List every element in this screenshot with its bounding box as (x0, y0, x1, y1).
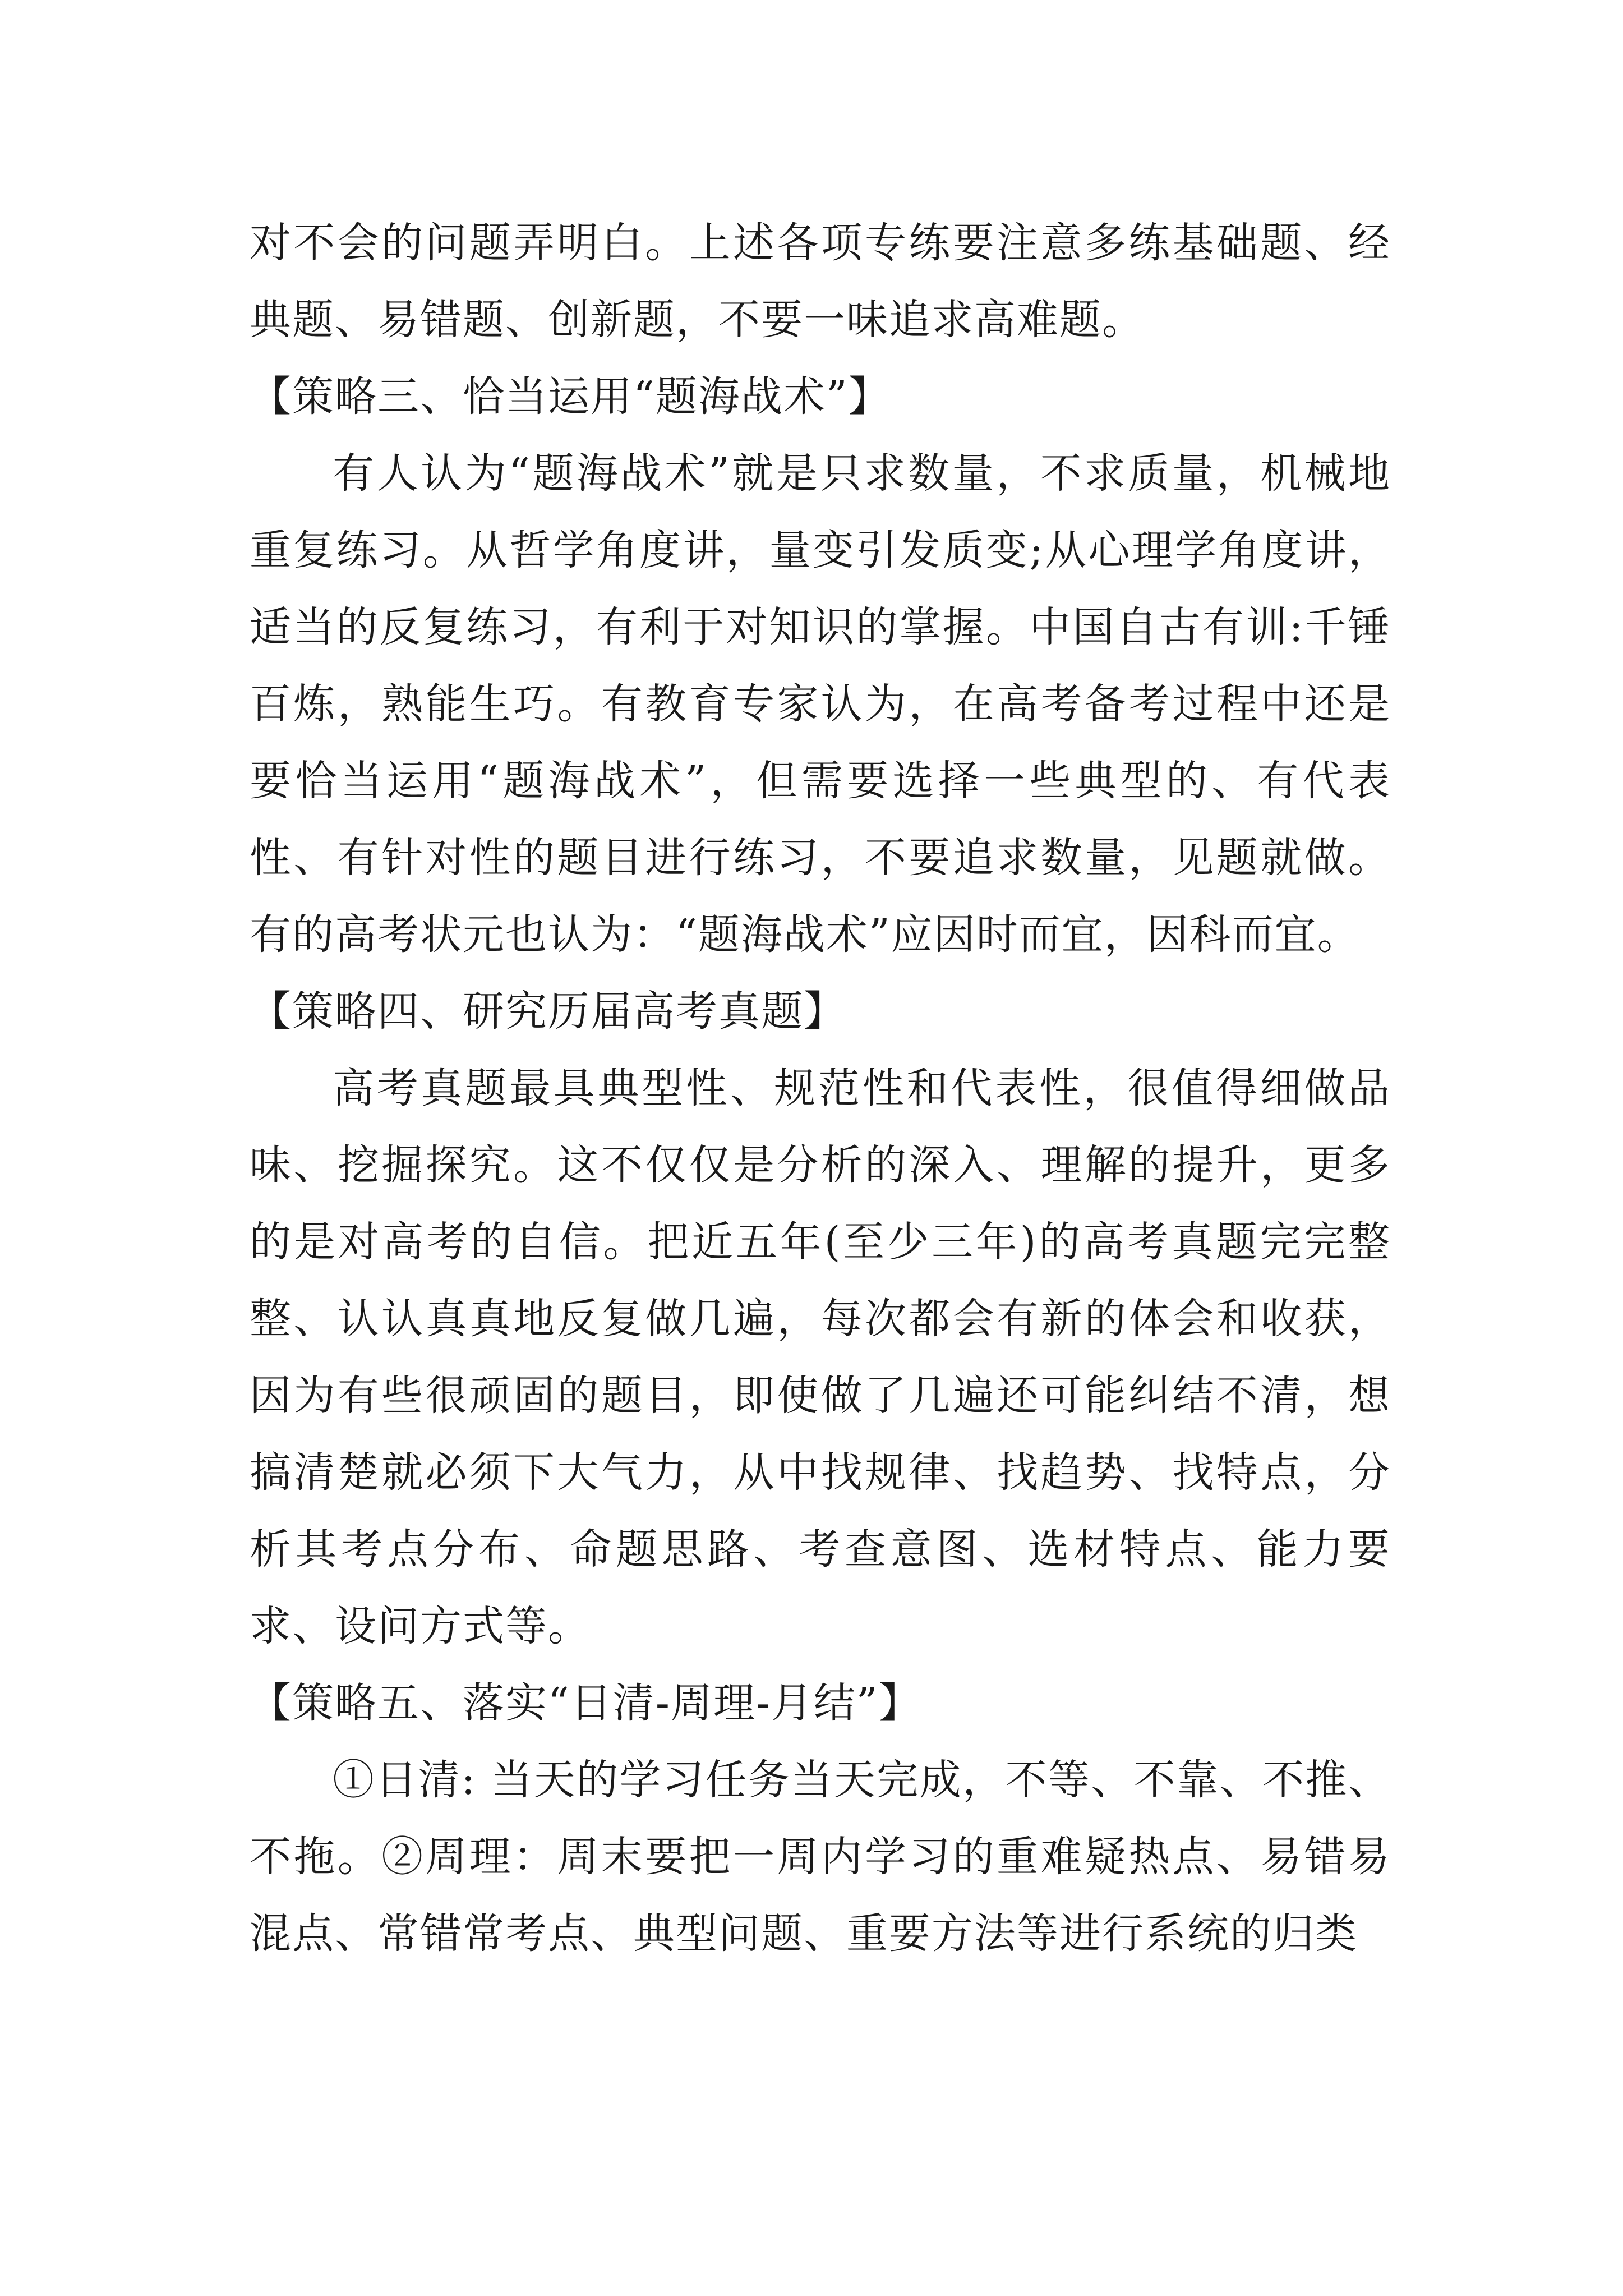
paragraph-strategy-4: 高考真题最具典型性、规范性和代表性，很值得细做品味、挖掘探究。这不仅仅是分析的深入、理解的提升，更多的是对高考的自信。把近五年(至少三年)的高考真题完完整整、认认真真地反复做几遍，每次都会有新的体会和收获，因为有些很顽固的题目，即使做了几遍还可能纠结不清，想搞清楚就必须下大气力，从中找规律、找趋势、找特点，分析其考点分布、命题思路、考查意图、选材特点、能力要求、设问方式等。 (250, 1064, 1391, 1650)
paragraph-continued: 对不会的问题弄明白。上述各项专练要注意多练基础题、经典题、易错题、创新题，不要一味追求高难题。 (250, 219, 1391, 344)
body-text (250, 205, 1391, 1972)
section-heading-strategy-5: 【策略五、落实“日清-周理-月结”】 (250, 1679, 921, 1727)
paragraph-strategy-5: ①日清: 当天的学习任务当天完成，不等、不靠、不推、不拖。②周理：周末要把一周内学习的重难疑热点、易错易混点、常错常考点、典型问题、重要方法等进行系统的归类 (250, 1756, 1391, 1958)
section-heading-strategy-4: 【策略四、研究历届高考真题】 (250, 987, 846, 1036)
paragraph-strategy-3: 有人认为“题海战术”就是只求数量，不求质量，机械地重复练习。从哲学角度讲，量变引发质变;从心理学角度讲，适当的反复练习，有利于对知识的掌握。中国自古有训:千锤百炼，熟能生巧。有教育专家认为，在高考备考过程中还是要恰当运用“题海战术”，但需要选择一些典型的、有代表性、有针对性的题目进行练习，不要追求数量，见题就做。有的高考状元也认为：“题海战术”应因时而宜，因科而宜。 (250, 449, 1391, 959)
section-heading-strategy-3: 【策略三、恰当运用“题海战术”】 (250, 372, 891, 421)
